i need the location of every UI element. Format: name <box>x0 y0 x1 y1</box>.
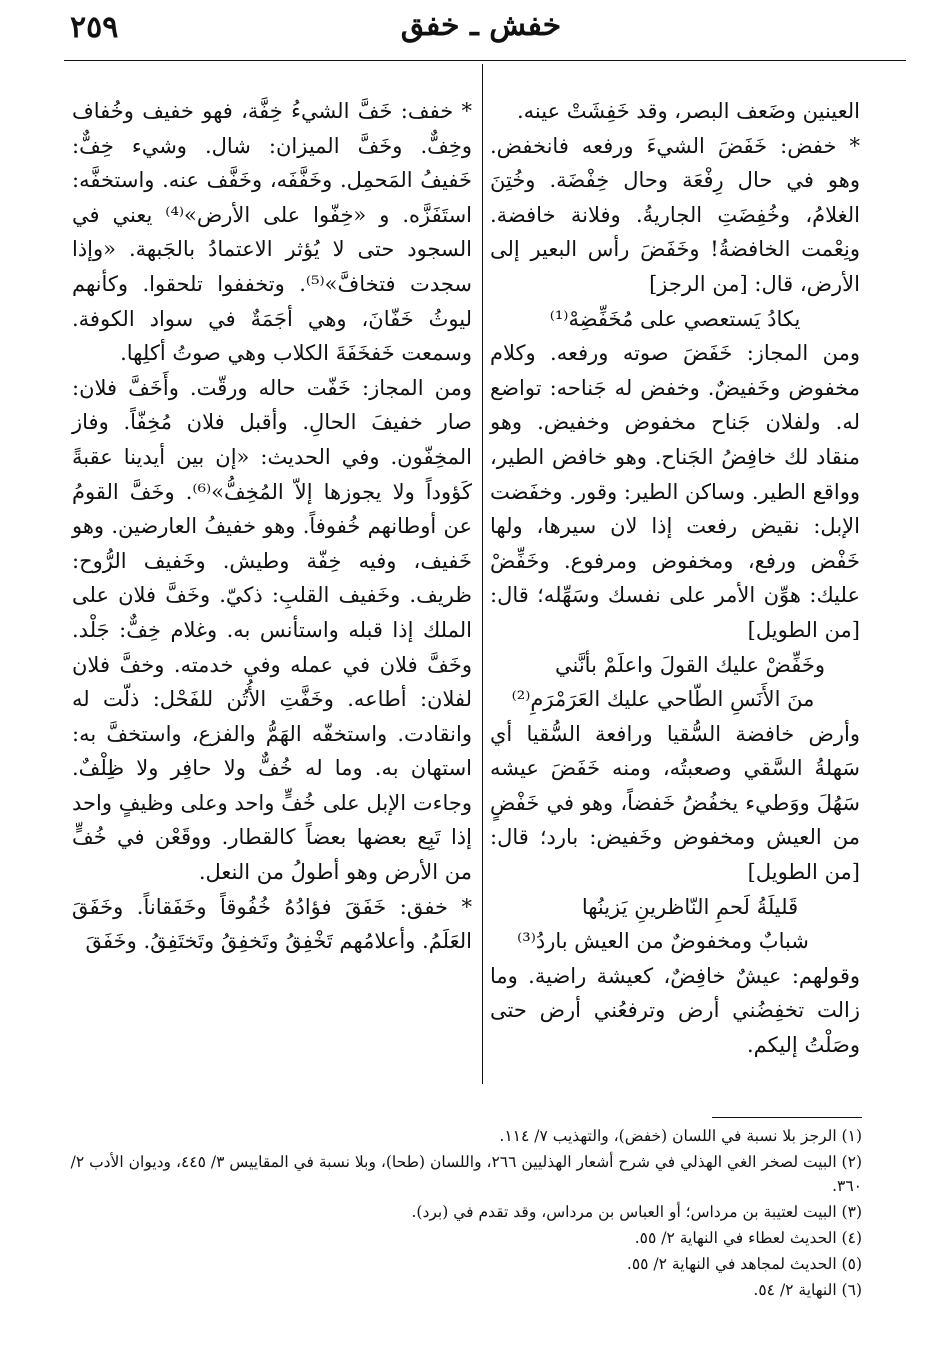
left-column <box>72 94 472 959</box>
paragraph: العينين وضَعف البصر، وقد خَفِشَتْ عينه. <box>516 99 860 123</box>
footnotes <box>60 1124 862 1304</box>
page-header <box>60 6 902 50</box>
footnote: (٥) الحديث لمجاهد في النهاية ٢/ ٥٥. <box>626 1255 862 1273</box>
footnote: (١) الرجز بلا نسبة في اللسان (خفض)، والتهذيب ٧/ ١١٤. <box>499 1127 862 1145</box>
verse-line: وخَفِّضْ عليك القولَ واعلَمْ بأنَّني <box>554 652 826 677</box>
paragraph: ومن المجاز: خَفّت حاله ورقّت. وأَخَفَّ فلان: صار خفيفَ الحالِ. وأقبل فلان مُخِفّاً. وفاز المخِفّون. وفي الحديث: «إن بين أيدينا عقبةً كَؤوداً ولا يجوزها إلاّ المُخِفُّ»⁽⁶⁾. وخَفَّ القومُ عن أوطانهم خُفوفاً. وهو خفيفُ العارضين. وهو خَفيف، وفيه خِفّة وطيش. وخَفيف الرُّوح: ظريف. وخَفيف القلبِ: ذكيّ. وخَفَّ فلان على الملك إذا قبله واستأنس به. وغلام خِفٌّ: جَلْد. وخَفَّ فلان في عمله وفي خدمته. وخفَّ فلان لفلان: أطاعه. وخَفَّتِ الأُتُن للفَحْل: ذلّت له وانقادت. واستخفّه الهَمُّ والفزع، واستخفَّ به: استهان به. وما له خُفٌّ ولا حافِر ولا ظِلْفٌ. وجاءت الإبل على خُفٍّ واحد وعلى وظيفٍ واحد إذا تَبِع بعضها بعضاً كالقطار. ووقَعْن في خُفٍّ من الأرض وهو أطولُ من النعل. <box>72 375 472 885</box>
footnote: (٦) النهاية ٢/ ٥٤. <box>753 1281 862 1299</box>
paragraph: وأرض خافضة السُّقيا ورافعة السُّقيا أي سَهلةُ السَّقي وصعبتُه، ومنه خَفَضَ عيشه سَهُلَ ووَطيء يخفُضُ خَفضاً، وهو في خَفْضٍ من العيش ومخفوض وخَفيض: بارد؛ قال: [من الطويل] <box>490 721 860 885</box>
column-divider <box>482 64 483 1084</box>
footnote: (٣) البيت لعتيبة بن مرداس؛ أو العباس بن مرداس، وقد تقدم في (برد). <box>411 1203 862 1221</box>
verse-line: قَليلَةُ لَحمِ النّاظرينِ يَزينُها <box>581 894 799 919</box>
footnote-rule <box>712 1117 862 1118</box>
entry-khafq: * خفق: خَفَقَ فؤادُهُ خُفُوقاً وخَفَقاناً. وخَفَقَ العَلَمُ. وأعلامُهم تَخْفِقُ وتَخفِقُ وتَختَفِقُ. وخَفَقَ <box>72 894 472 954</box>
page-number: ٢٥٩ <box>70 10 119 45</box>
running-title: خفش ـ خفق <box>400 8 562 43</box>
paragraph: ومن المجاز: خَفَضَ صوته ورفعه. وكلام مخفوض وخَفيضٌ. وخفض له جَناحه: تواضع له. ولفلان جَناح مخفوض وخفيض. وهو منقاد لك خافِضُ الجَناح. وهو خافض الطير، وواقع الطير. وساكن الطير: وقور. وخفَضت الإبل: نقيض رفعت إذا لان سيرها، ولها خَفْض ورفع، ومخفوض ومرفوع. وخَفِّضْ عليك: هوِّن الأمر على نفسك وسَهِّله؛ قال: [من الطويل] <box>490 341 860 642</box>
verse-line: منَ الأَنَسِ الطّاحي عليك العَرَمْرَمِ⁽²⁾ <box>511 687 815 712</box>
footnote: (٢) البيت لصخر الغي الهذلي في شرح أشعار الهذليين ٢٦٦، واللسان (طحا)، وبلا نسبة في المقاييس ٣/ ٤٤٥، وديوان الأدب ٢/ ٣٦٠. <box>70 1153 862 1195</box>
right-column <box>490 94 860 1063</box>
verse-line: شبابٌ ومخفوضٌ من العيش باردُ⁽³⁾ <box>517 929 809 954</box>
entry-khaff: * خفف: خَفَّ الشيءُ خِفَّة، فهو خفيف وخُفاف وخِفٌّ. وخَفَّ الميزان: شال. وشيء خِفٌّ: خَفيفُ المَحمِل. وخَفَّفَه، وخَفَّف عنه. واستخفَّه: استَفَزَّه. و «خِفّوا على الأرض»⁽⁴⁾ يعني في السجود حتى لا يُؤثر الاعتمادُ بالجَبهة. «وإذا سجدت فتخافَّ»⁽⁵⁾. وتخففوا تلحقوا. وكأنهم ليوثُ خَفّانَ، وهي أجَمَةٌ في سواد الكوفة. وسمعت خَفخَفَةَ الكلاب وهي صوتُ أكلِها. <box>72 99 472 366</box>
verse-line: يكادُ يَستعصي على مُخَفِّضِهْ⁽¹⁾ <box>549 306 801 331</box>
paragraph: وقولهم: عيشٌ خافِضٌ، كعيشة راضية. وما زالت تخفِضُني أرض وترفعُني أرض حتى وصَلْتُ إليكم. <box>490 963 860 1058</box>
header-rule <box>64 60 906 61</box>
footnote: (٤) الحديث لعطاء في النهاية ٢/ ٥٥. <box>634 1229 862 1247</box>
entry-khafd: * خفض: خَفَضَ الشيءَ ورفعه فانخفض. وهو في حال رِفْعَة وحال خِفْضَة. وخُتِنَ الغلامُ، وخُفِضَتِ الجاريةُ. وفلانة خافضة. ونِعْمت الخافضةُ! وخَفَضَ رأس البعير إلى الأرض، قال: [من الرجز] <box>490 133 860 296</box>
